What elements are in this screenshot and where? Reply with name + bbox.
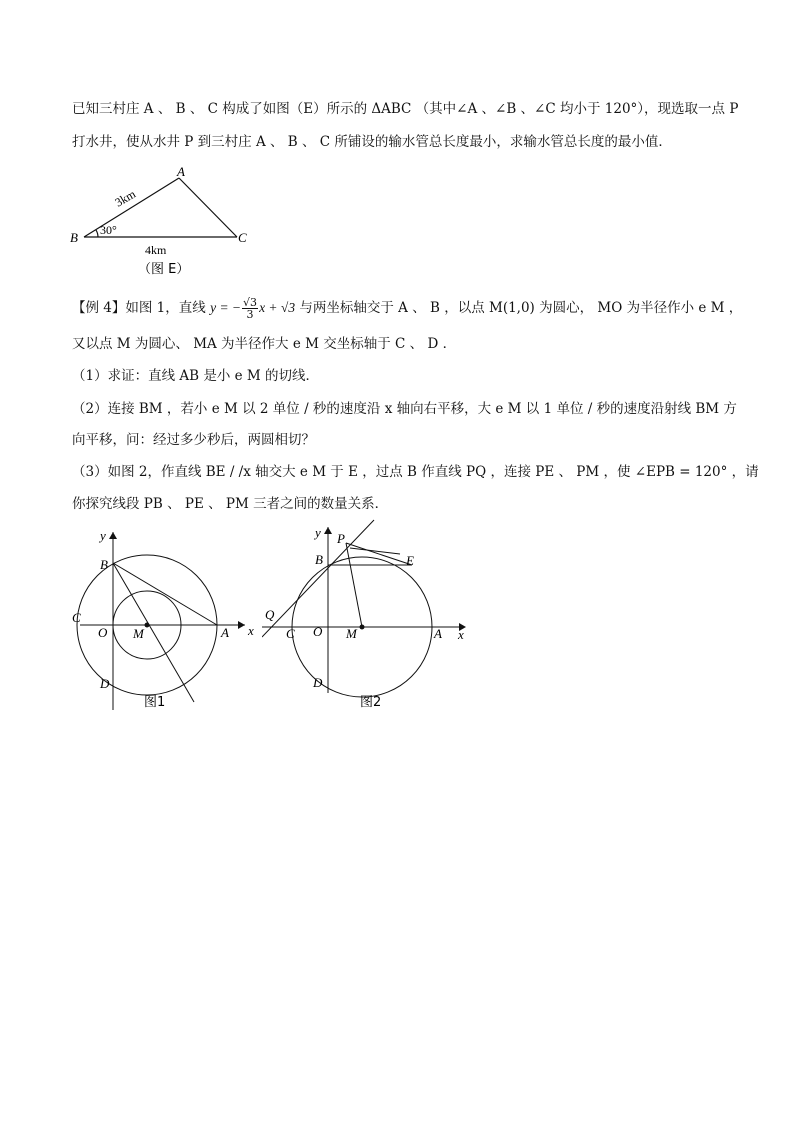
- fig1-c-label: C: [72, 610, 81, 625]
- example4-line-1: 【例 4】如图 1，直线 y = − $\frac{√3}{3}$ x + √3 与两坐标轴交于 A 、 B ，以点 M(1,0) 为圆心， MO 为半径作小 e M ，: [72, 296, 743, 321]
- example4-line-2: 又以点 M 为圆心、 MA 为半径作大 e M 交坐标轴于 C 、 D ．: [72, 336, 457, 352]
- fig2-c-label: C: [286, 626, 295, 641]
- side-ac: [179, 178, 237, 237]
- angle-b-arc: [96, 230, 98, 237]
- side-bc-label: 4km: [145, 243, 167, 257]
- intro-line-1: 已知三村庄 A 、 B 、 C 构成了如图（E）所示的 ΔABC （其中∠A 、∠B 、∠C 均小于 120°），现选取一点 P: [72, 101, 739, 117]
- example-tag: 【例 4】: [72, 300, 126, 316]
- figure-e-triangle: [60, 160, 270, 285]
- intro-line-2: 打水井，使从水井 P 到三村庄 A 、 B 、 C 所铺设的输水管总长度最小，求输水管总长度的最小值．: [72, 134, 672, 150]
- vertex-a-label: A: [177, 164, 185, 179]
- line-ab: [113, 563, 217, 625]
- figure-2-caption: 图2: [360, 695, 382, 710]
- side-ab: [84, 178, 179, 237]
- fig1-x-label: x: [248, 623, 254, 638]
- ray-bm: [113, 563, 194, 702]
- equation-rhs: x + √3: [259, 300, 296, 315]
- center-m: [145, 623, 150, 628]
- fig1-b-label: B: [100, 557, 108, 572]
- side-ab-label: 3km: [112, 186, 138, 210]
- fig2-q-label: Q: [265, 607, 275, 622]
- fig1-o-label: O: [98, 625, 108, 640]
- fig2-o-label: O: [313, 624, 323, 639]
- fig1-y-label: y: [100, 528, 106, 543]
- fig2-d-label: D: [313, 675, 323, 690]
- fig2-x-label: x: [458, 627, 464, 642]
- fig2-y-label: y: [315, 525, 321, 540]
- fig2-a-label: A: [434, 626, 442, 641]
- figure-1: [60, 520, 265, 715]
- equation-fraction: $\frac{√3}{3}$: [243, 296, 258, 321]
- fig2-b-label: B: [315, 552, 323, 567]
- question-3-line-2: 你探究线段 PB 、 PE 、 PM 三者之间的数量关系．: [72, 496, 389, 512]
- center-m: [360, 625, 365, 630]
- figure-e-caption: （图 E）: [138, 262, 190, 277]
- y-axis-arrow: [324, 527, 332, 534]
- angle-b-label: 30°: [100, 223, 117, 237]
- equation-lhs: y = −: [210, 300, 242, 315]
- vertex-c-label: C: [238, 230, 247, 245]
- fig2-e-label: E: [406, 553, 414, 568]
- fig2-p-label: P: [337, 531, 345, 546]
- segment-pm: [346, 543, 362, 627]
- segment-pe: [346, 543, 412, 565]
- fig2-m-label: M: [346, 626, 357, 641]
- figure-1-caption: 图1: [144, 695, 166, 710]
- question-2-line-1: （2）连接 BM ，若小 e M 以 2 单位 / 秒的速度沿 x 轴向右平移，大 e M 以 1 单位 / 秒的速度沿射线 BM 方: [72, 401, 737, 417]
- question-3-line-1: （3）如图 2，作直线 BE / /x 轴交大 e M 于 E ，过点 B 作直线 PQ ，连接 PE 、 PM ，使 ∠EPB = 120° ，请: [72, 464, 759, 480]
- y-axis-arrow: [109, 532, 117, 539]
- question-1: （1）求证：直线 AB 是小 e M 的切线．: [72, 368, 320, 384]
- fig1-a-label: A: [221, 625, 229, 640]
- question-2-line-2: 向平移，问：经过多少秒后，两圆相切？: [72, 432, 315, 448]
- figure-2: [262, 515, 477, 715]
- vertex-b-label: B: [70, 230, 78, 245]
- fig1-d-label: D: [100, 676, 110, 691]
- x-axis-arrow: [238, 621, 245, 629]
- fig1-m-label: M: [133, 626, 144, 641]
